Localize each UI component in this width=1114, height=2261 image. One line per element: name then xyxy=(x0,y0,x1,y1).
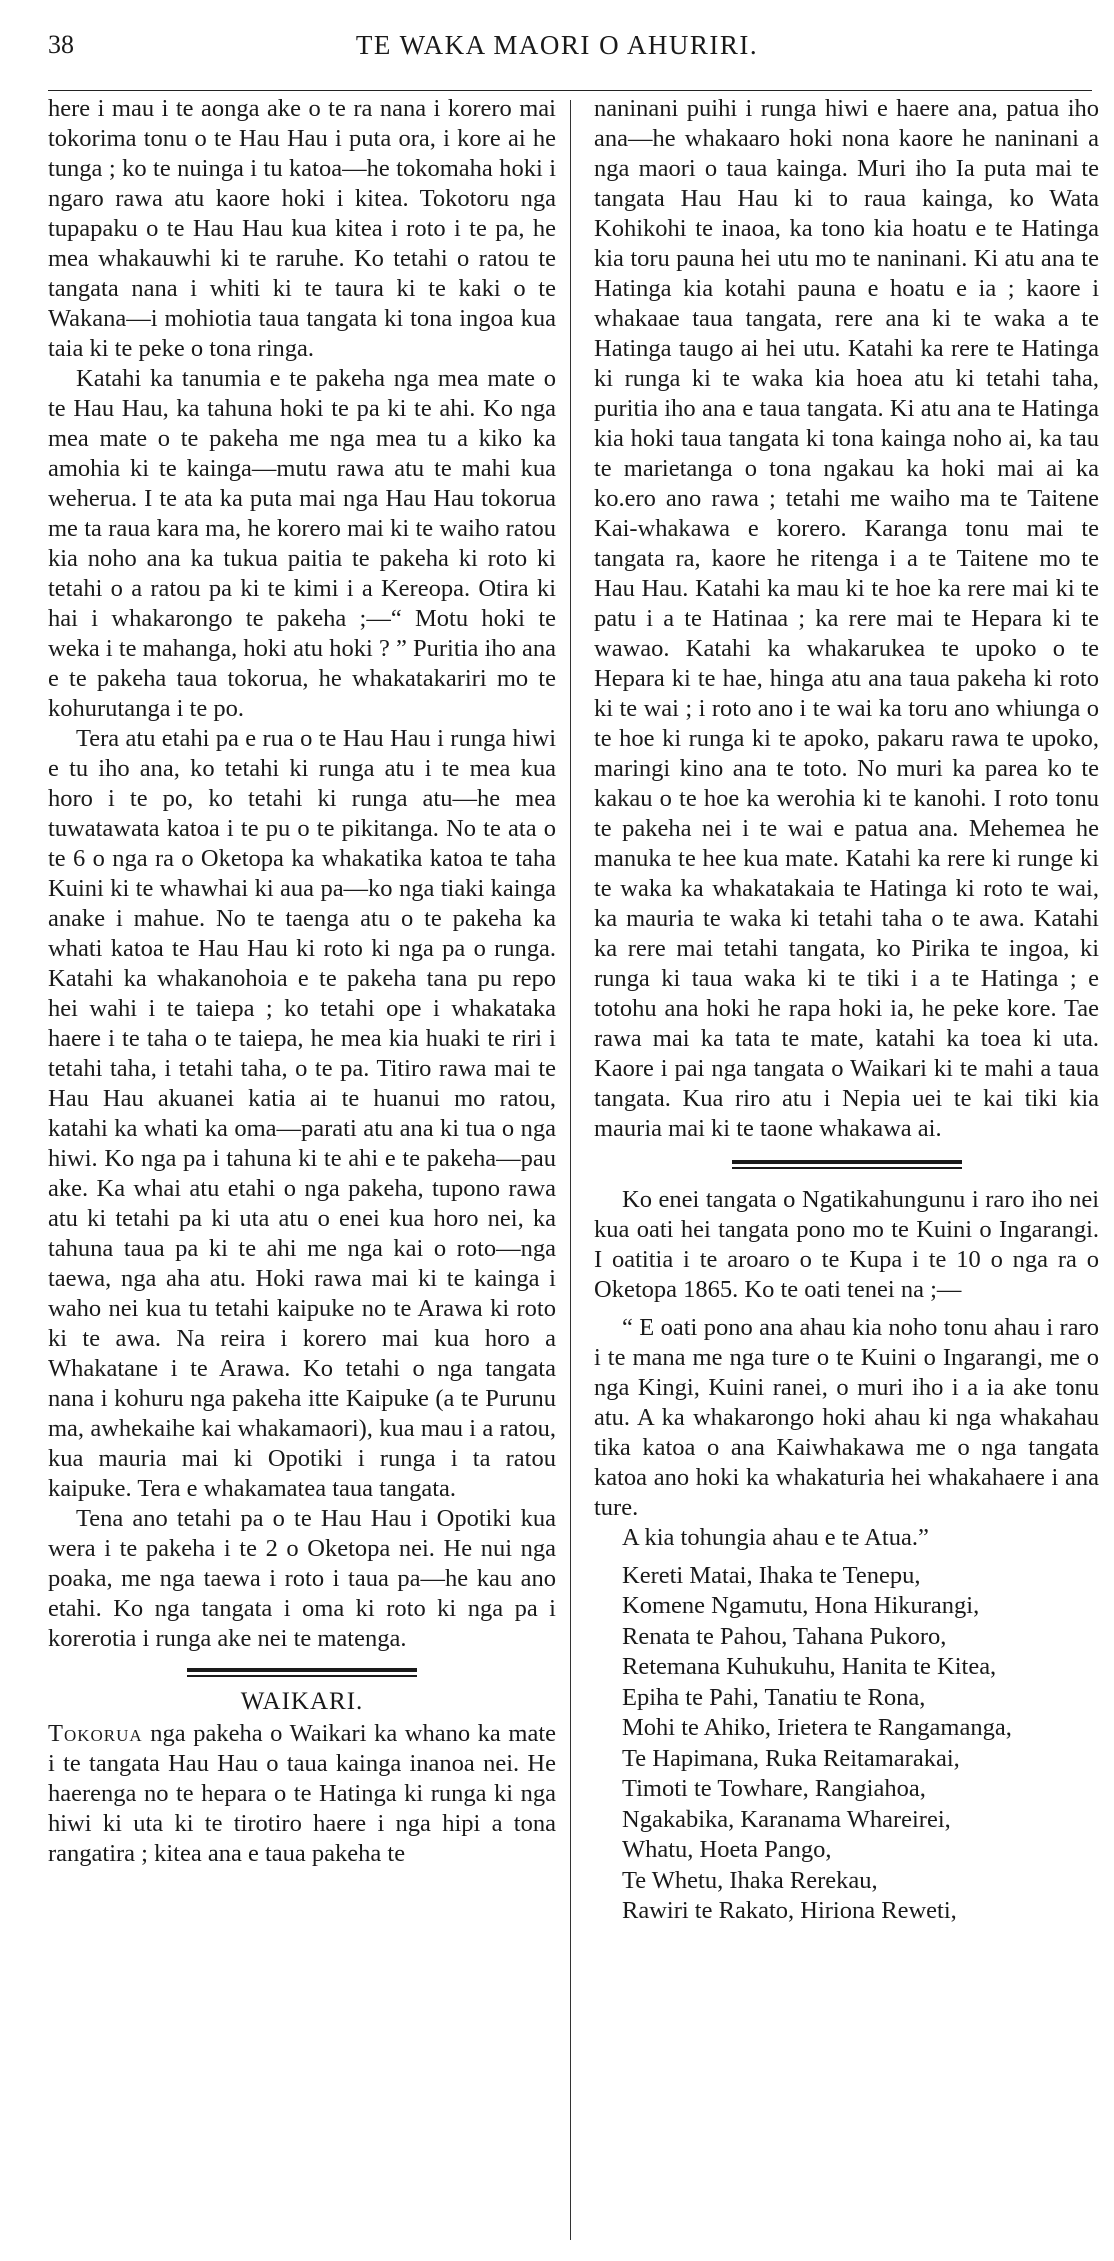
paragraph: Ko enei tangata o Ngatikahungunu i raro iho nei kua oati hei tangata pono mo te Kuini o Ingarangi. I oatitia i te aroaro o te Kupa i te 10 o nga ra o Oketopa 1865. Ko te oati tenei na ;— xyxy=(594,1185,1099,1303)
signatory-list xyxy=(622,1561,1099,1927)
list-item: Komene Ngamutu, Hona Hikurangi, xyxy=(622,1592,980,1619)
paragraph: naninani puihi i runga hiwi e haere ana, patua iho ana—he whakaaro hoki nona kaore he naninani a nga maori o taua kainga. Muri iho Ia puta mai te tangata Hau Hau ki to raua kainga, ko Wata Kohikohi te inaoa, ka tono kia hoatu e te Hatinga kia toru pauna hei utu mo te naninani. Ki atu ana te Hatinga kia kotahi pauna e hoatu e ia ; kaore i whakaae taua tangata, rere ana ki te waka a te Hatinga taugo ai hei utu. Katahi ka rere te Hatinga ki runga ki te waka kia hoea atu ki tetahi taha, puritia iho ana e taua tangata. Ki atu ana te Hatinga kia hoki taua tangata ki tona kainga noho ai, ka tau te marietanga o tona ngakau ka hoki mai ai ka ko.ero ano rawa ; tetahi me waiho ma te Taitene Kai-whakawa e korero. Karanga tonu mai te tangata ra, kaore he ritenga i a te Taitene mo te Hau Hau. Katahi ka mau ki te hoe ka rere mai ki te patu i a te Hatinaa ; ka rere mai te Hepara ki te wawao. Katahi ka whakarukea te upoko o te Hepara ki te hae, hinga atu ana taua pakeha ki roto ki te wai ; i roto ano i te wai ka toru ano whiunga o te hoe ki runga ki te apoko, pakaru rawa te upoko, maringi kino ana te toto. No muri ka parea ko te kakau o te hoe ka werohia ki te kanohi. I roto tonu te pakeha nei i te wai e patua ana. Mehemea he manuka te hee kua mate. Katahi ka rere ki runge ki te waka ka whakatakaia te Hatinga ki roto te wai, ka mauria te waka ki tetahi taha o te awa. Katahi ka rere mai tetahi tangata, ko Pirika te ingoa, ki runga ki taua waka ki te tiki i a te Hatinga ; e totohu ana hoki he rapa hoki ia, he peke kore. Tae rawa mai ka tata te mate, katahi ka toea ki uta. Kaore i pai nga tangata o Waikari ki te mahi a taua tangata. Kua riro atu i Nepia uei te kai tiki kia mauria mai ki te taone whakawa ai. xyxy=(594,95,1099,1142)
paragraph xyxy=(48,1719,556,1869)
oath-closing: A kia tohungia ahau e te Atua.” xyxy=(622,1523,929,1551)
left-column xyxy=(48,94,556,1869)
column-divider xyxy=(570,100,571,2240)
list-item: Whatu, Hoeta Pango, xyxy=(622,1836,832,1863)
oath-text: “ E oati pono ana ahau kia noho tonu ahau i raro i te mana me nga ture o te Kuini o Ingarangi, me o nga Kingi, Kuini ranei, o muri iho i a ia ake tonu atu. A ka whakarongo hoki ahau ki nga whakahau tika katoa o ana Kaiwhakawa me o nga tangata katoa ano hoki ka whakaturia hei whakahaere i ana ture. xyxy=(594,1313,1099,1521)
list-item: Ngakabika, Karanama Whareirei, xyxy=(622,1805,951,1833)
paragraph: Katahi ka tanumia e te pakeha nga mea mate o te Hau Hau, ka tahuna hoki te pa ki te ahi. Ko nga mea mate o te pakeha me nga mea tu a kiko ka amohia ki te kainga—mutu rawa atu te mahi kua weherua. I te ata ka puta mai nga Hau Hau tokorua me ta raua kara ma, he korero mai ki te waiho ratou kia noho ana ka tukua paitia te pakeha ki roto ki tetahi o a ratou pa ki te kimi i a Kereopa. Otira ki hai i whakarongo te pakeha ;—“ Motu hoki te weka i te mahanga, hoki atu hoki ? ” Puritia iho ana e te pakeha taua tokorua, he whakatakariri mo te kohurutanga i te po. xyxy=(48,365,556,722)
list-item: Retemana Kuhukuhu, Hanita te Kitea, xyxy=(622,1653,997,1680)
paragraph: Tera atu etahi pa e rua o te Hau Hau i runga hiwi e tu iho ana, ko tetahi ki runga atu i te mea kua horo i te po, ko tetahi ki runga atu—he mea tuwatawata katoa i te pu o te pikitanga. No te ata o te 6 o nga ra o Oketopa ka whakatika katoa te taha Kuini ki te whawhai ki aua pa—ko nga tiaki kainga anake i mahue. No te taenga atu o te pakeha ka whati katoa te Hau Hau ki roto ki nga pa o runga. Katahi ka whakanohoia e te pakeha tana pu repo hei wahi i te taiepa ; ko tetahi ope i whakataka haere i te taha o te taiepa, he mea kia huaki te riri i tetahi taha, i tetahi taha, o te pa. Titiro rawa mai te Hau Hau akuanei katia ai te huanui mo ratou, katahi ka whati ka oma—parati atu ana ki tua o nga hiwi. Ko nga pa i tahuna ki te ahi e te pakeha—pau ake. Ka whai atu etahi o nga pakeha, tupono rawa atu ki tetahi pa ki uta atu o enei kua horo nei, ka tahuna taua pa ki te ahi me nga kai o roto—nga taewa, nga aha atu. Hoki rawa mai ki te kainga i waho nei kua tu tetahi kaipuke no te Arawa ki roto ki te awa. Na reira i korero mai kua horo a Whakatane i te Arawa. Ko tetahi o nga tangata nana i kohuru nga pakeha itte Kaipuke (a te Purunu ma, awhekaihe kai whakamaori), kua mau i a ratou, kua mauria mai ki Opotiki i runga i ta ratou kaipuke. Tera e whakamatea taua tangata. xyxy=(48,725,556,1502)
page-number: 38 xyxy=(48,30,74,59)
paragraph: Tena ano tetahi pa o te Hau Hau i Opotiki kua wera i te pakeha i te 2 o Oketopa nei. He nui nga poaka, me nga taewa i roto i taua pa—he kau ano etahi. Ko nga tangata i oma ki roto ki nga pa i korerotia i runga ake nei te matenga. xyxy=(48,1505,556,1652)
header-rule xyxy=(48,90,1092,91)
list-item: Te Whetu, Ihaka Rerekau, xyxy=(622,1866,878,1894)
section-divider xyxy=(732,1160,962,1169)
list-item: Renata te Pahou, Tahana Pukoro, xyxy=(622,1622,947,1650)
paragraph: here i mau i te aonga ake o te ra nana i korero mai tokorima tonu o te Hau Hau i puta ora, i kore ai he tunga ; ko te nuinga i tu katoa—he tokomaha hoki i ngaro rawa atu kaore hoki i kitea. Tokotoru nga tupapaku o te Hau Hau kua kitea i roto i te pa, he mea whakauwhi ki te raruhe. Ko tetahi o ratou te tangata nana i whiti ki te taura ki te kaki o te Wakana—i mohiotia taua tangata ki tona ingoa kua taia ki te peke o tona ringa. xyxy=(48,95,556,362)
section-heading: WAIKARI. xyxy=(240,1687,364,1715)
paragraph-text: nga pakeha o Waikari ka whano ka mate i te tangata Hau Hau o taua kainga inanoa nei. He haerenga no te hepara o te Hatinga ki runga ki nga hiwi ki uta ki te tirotiro haere i nga hipi a tona rangatira ; kitea ana e taua pakeha te xyxy=(48,1719,556,1867)
lead-word: Tokorua xyxy=(48,1719,143,1747)
list-item: Rawiri te Rakato, Hiriona Reweti, xyxy=(622,1897,957,1924)
list-item: Te Hapimana, Ruka Reitamarakai, xyxy=(622,1744,960,1772)
list-item: Epiha te Pahi, Tanatiu te Rona, xyxy=(622,1683,926,1711)
right-column xyxy=(594,94,1099,1927)
list-item: Mohi te Ahiko, Irietera te Rangamanga, xyxy=(622,1714,1012,1741)
list-item: Timoti te Towhare, Rangiahoa, xyxy=(622,1775,926,1802)
page-title: TE WAKA MAORI O AHURIRI. xyxy=(355,30,759,60)
section-divider xyxy=(187,1668,417,1677)
list-item: Kereti Matai, Ihaka te Tenepu, xyxy=(622,1561,921,1589)
